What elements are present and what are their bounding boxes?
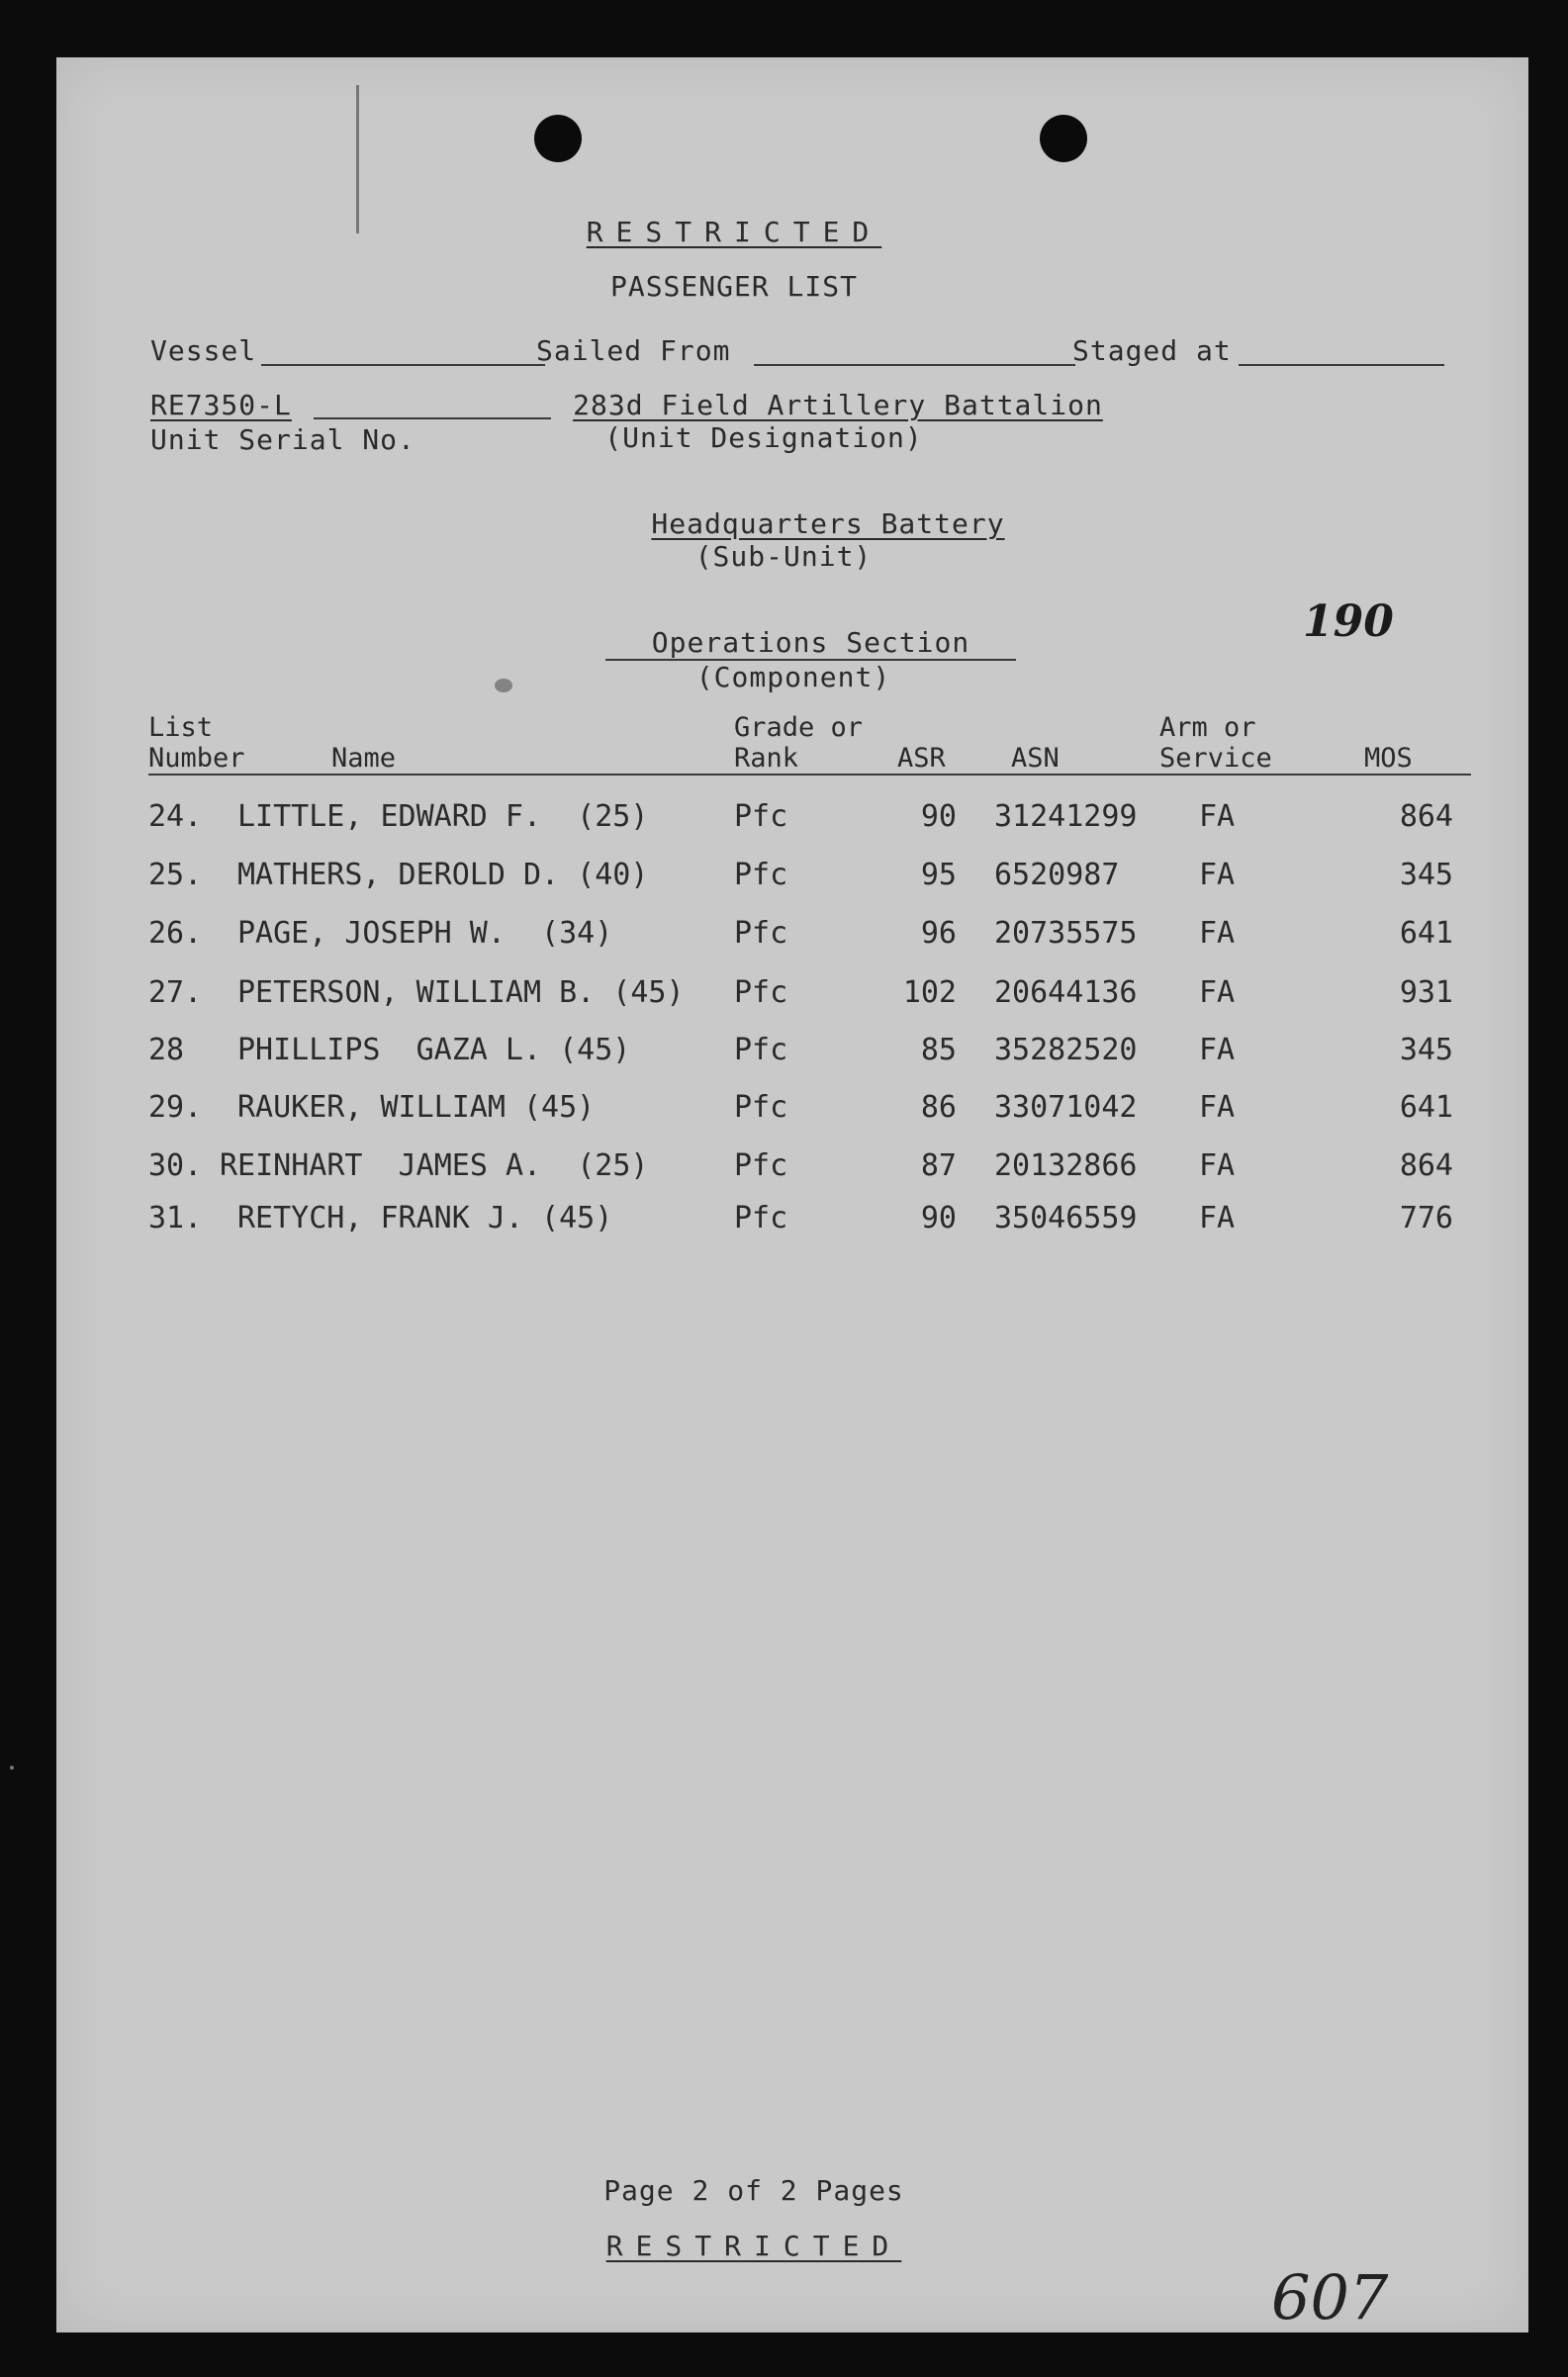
punch-hole-left [534,115,582,162]
ink-smudge [495,679,512,692]
unit-designation-value: 283d Field Artillery Battalion [573,389,1103,421]
row-arm: FA [1199,858,1236,892]
row-name: LITTLE, EDWARD F. (25) [237,799,649,834]
classification-bottom: RESTRICTED [605,2230,902,2262]
header-rule [148,774,1471,776]
row-asr: 96 [920,916,957,951]
col-header-asn: ASN [1011,743,1060,774]
table-row [56,1148,1528,1198]
row-asn: 6520987 [994,858,1120,892]
row-name: REINHART JAMES A. (25) [220,1148,649,1183]
row-number: 24. [148,799,203,834]
row-arm: FA [1199,1033,1236,1067]
row-mos: 641 [1399,916,1453,951]
row-asn: 35282520 [994,1033,1138,1067]
row-grade: Pfc [734,975,788,1010]
row-arm: FA [1199,916,1236,951]
row-mos: 931 [1399,975,1453,1010]
col-header-mos: MOS [1364,743,1413,774]
table-row [56,1201,1528,1250]
row-arm: FA [1199,799,1236,834]
row-asn: 20644136 [994,975,1138,1010]
handwritten-number: 607 [1271,2261,1389,2333]
scan-speck [10,1766,14,1770]
unit-serial-label: Unit Serial No. [150,423,415,456]
row-mos: 345 [1399,1033,1453,1067]
row-name: RAUKER, WILLIAM (45) [237,1090,596,1125]
col-header-arm: Arm or [1159,712,1256,743]
row-asr: 87 [920,1148,957,1183]
sub-unit-label: (Sub-Unit) [694,540,873,573]
row-number: 31. [148,1201,203,1235]
row-name: PAGE, JOSEPH W. (34) [237,916,613,951]
row-arm: FA [1199,1201,1236,1235]
row-grade: Pfc [734,858,788,892]
col-header-list: List [148,712,214,743]
col-header-number: Number [148,743,245,774]
row-asn: 20132866 [994,1148,1138,1183]
row-name: RETYCH, FRANK J. (45) [237,1201,613,1235]
staged-at-label: Staged at [1072,334,1232,367]
unit-designation-label: (Unit Designation) [604,421,923,454]
row-number: 25. [148,858,203,892]
row-arm: FA [1199,1090,1236,1125]
table-row [56,975,1528,1025]
row-number: 30. [148,1148,203,1183]
row-asr: 86 [920,1090,957,1125]
row-number: 27. [148,975,203,1010]
component-value: Operations Section [651,626,970,659]
vessel-blank [261,364,545,366]
row-asn: 33071042 [994,1090,1138,1125]
document-page [56,57,1528,2332]
page-footer: Page 2 of 2 Pages [603,2174,904,2207]
row-mos: 776 [1399,1201,1453,1235]
row-number: 28 [148,1033,185,1067]
row-mos: 864 [1399,1148,1453,1183]
component-label: (Component) [695,661,891,693]
sailed-from-blank [754,364,1075,366]
col-header-service: Service [1159,743,1272,774]
unit-serial-blank [314,417,551,419]
fold-mark [356,85,359,233]
col-header-name: Name [331,743,397,774]
row-arm: FA [1199,975,1236,1010]
row-asn: 20735575 [994,916,1138,951]
row-number: 26. [148,916,203,951]
classification-top: RESTRICTED [586,216,882,248]
row-grade: Pfc [734,1090,788,1125]
vessel-label: Vessel [150,334,257,367]
row-grade: Pfc [734,799,788,834]
row-asr: 102 [902,975,957,1010]
table-row [56,1033,1528,1082]
row-name: PHILLIPS GAZA L. (45) [237,1033,631,1067]
col-header-grade: Grade or [734,712,864,743]
row-asn: 31241299 [994,799,1138,834]
sailed-from-label: Sailed From [536,334,731,367]
row-mos: 864 [1399,799,1453,834]
row-arm: FA [1199,1148,1236,1183]
row-grade: Pfc [734,916,788,951]
row-grade: Pfc [734,1033,788,1067]
row-asn: 35046559 [994,1201,1138,1235]
unit-serial-value: RE7350-L [150,389,292,421]
row-asr: 95 [920,858,957,892]
row-asr: 90 [920,1201,957,1235]
row-asr: 90 [920,799,957,834]
table-row [56,799,1528,849]
row-number: 29. [148,1090,203,1125]
staged-at-blank [1239,364,1444,366]
table-row [56,916,1528,965]
stamp-number: 190 [1303,596,1394,647]
punch-hole-right [1040,115,1087,162]
table-row [56,858,1528,907]
table-row [56,1090,1528,1140]
row-name: MATHERS, DEROLD D. (40) [237,858,649,892]
col-header-rank: Rank [734,743,799,774]
document-title: PASSENGER LIST [609,270,858,303]
sub-unit-value: Headquarters Battery [651,507,1005,540]
row-mos: 641 [1399,1090,1453,1125]
row-grade: Pfc [734,1148,788,1183]
col-header-asr: ASR [897,743,946,774]
row-asr: 85 [920,1033,957,1067]
row-grade: Pfc [734,1201,788,1235]
row-name: PETERSON, WILLIAM B. (45) [237,975,685,1010]
row-mos: 345 [1399,858,1453,892]
